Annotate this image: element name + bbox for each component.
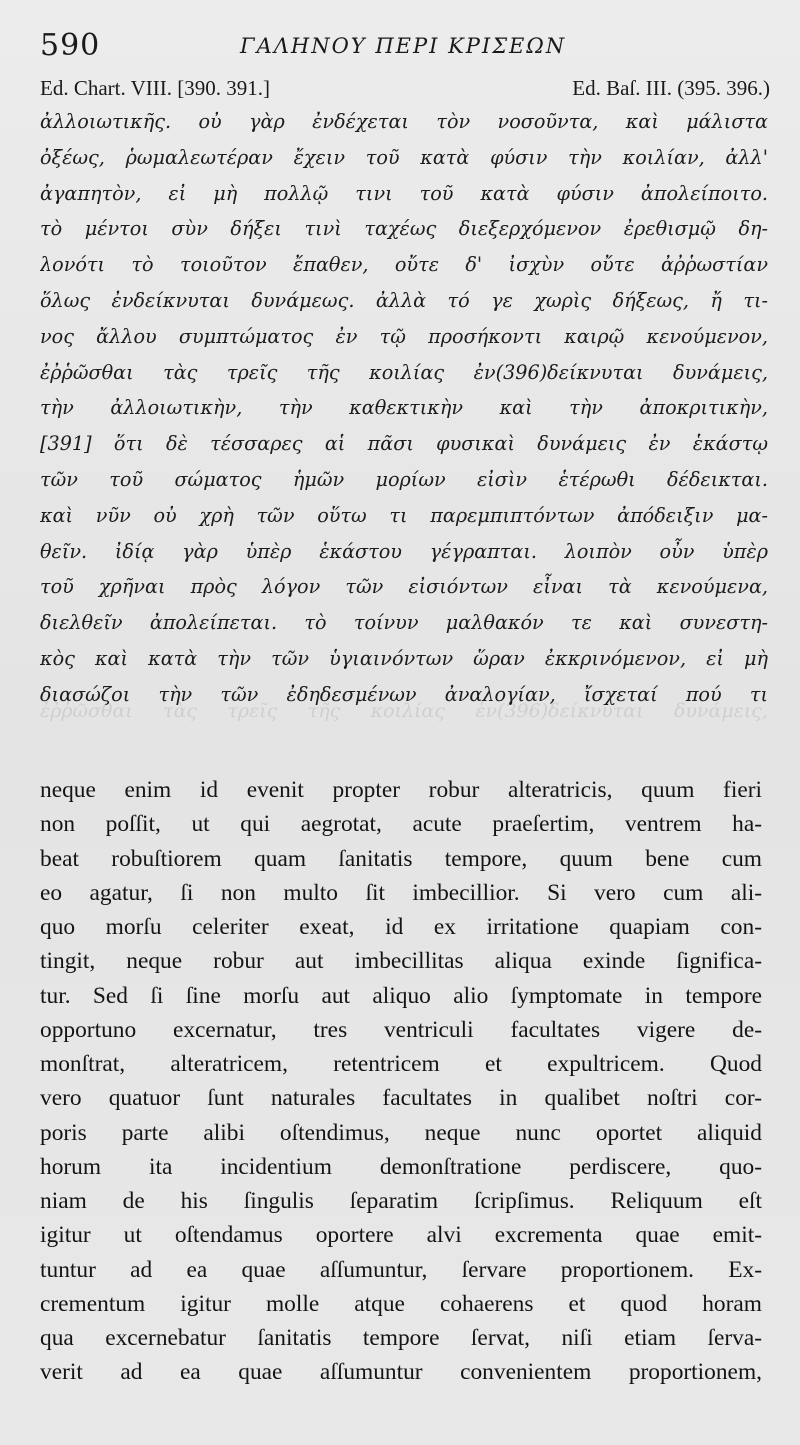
- latin-line: eo agatur, ſi non multo ſit imbecillior. Si vero cum ali-: [40, 879, 762, 906]
- latin-line: niam de his ſingulis ſeparatim ſcripſimus. Reliquum eſt: [40, 1188, 762, 1214]
- greek-line: ἀλλοιωτικῆς. οὐ γὰρ ἐνδέχεται τὸν νοσοῦντα, καὶ μάλιστα: [40, 110, 768, 133]
- greek-line: θεῖν. ἰδίᾳ γὰρ ὑπὲρ ἑκάστου γέγραπται. λοιπὸν οὖν ὑπὲρ: [40, 539, 768, 563]
- greek-line: ὀξέως, ῥωμαλεωτέραν ἔχειν τοῦ κατὰ φύσιν τὴν κοιλίαν, ἀλλ': [40, 145, 768, 169]
- latin-line: neque enim id evenit propter robur alteratricis, quum fieri: [40, 777, 762, 803]
- edition-basel-reference: Ed. Baſ. III. (395. 396.): [572, 76, 770, 100]
- greek-line: τῶν τοῦ σώματος ἡμῶν μορίων εἰσὶν ἑτέρωθι δέδεικται.: [40, 467, 768, 491]
- latin-line: horum ita incidentium demonſtratione perdiscere, quo-: [40, 1153, 762, 1180]
- greek-text-column: [40, 104, 768, 713]
- page-number: 590: [40, 28, 101, 63]
- latin-line: vero quatuor ſunt naturales facultates in qualibet noſtri cor-: [40, 1085, 762, 1112]
- latin-line: opportuno excernatur, tres ventriculi facultates vigere de-: [40, 1016, 762, 1043]
- greek-line: [391] ὅτι δὲ τέσσαρες αἱ πᾶσι φυσικαὶ δυνάμεις ἐν ἑκάστῳ: [40, 432, 768, 456]
- greek-line: τοῦ χρῆναι πρὸς λόγον τῶν εἰσιόντων εἶναι τὰ κενούμενα,: [40, 575, 768, 599]
- latin-line: tur. Sed ſi ſine morſu aut aliquo alio ſymptomate in tempore: [40, 982, 762, 1009]
- latin-line: poris parte alibi oſtendimus, neque nunc oportet aliquid: [40, 1119, 762, 1146]
- latin-line: tingit, neque robur aut imbecillitas aliqua exinde ſignifica-: [40, 948, 762, 975]
- latin-line: igitur ut oſtendamus oportere alvi excrementa quae emit-: [40, 1222, 762, 1249]
- edition-chartier-reference: Ed. Chart. VIII. [390. 391.]: [40, 76, 270, 100]
- greek-line: διελθεῖν ἀπολείπεται. τὸ τοίνυν μαλθακόν τε καὶ συνεστη-: [40, 611, 768, 635]
- greek-line: ὅλως ἐνδείκνυται δυνάμεως. ἀλλὰ τό γε χωρὶς δήξεως, ἤ τι-: [40, 288, 768, 312]
- greek-line: διασώζοι τὴν τῶν ἐδηδεσμένων ἀναλογίαν, ἴσχεταί πού τι: [40, 682, 768, 706]
- latin-line: quo morſu celeriter exeat, id ex irritatione quapiam con-: [40, 914, 762, 940]
- greek-line: τὴν ἀλλοιωτικὴν, τὴν καθεκτικὴν καὶ τὴν ἀποκριτικὴν,: [40, 396, 768, 420]
- greek-line: τὸ μέντοι σὺν δήξει τινὶ ταχέως διεξερχόμενον ἐρεθισμῷ δη-: [40, 217, 768, 241]
- latin-line: monſtrat, alteratricem, retentricem et expultricem. Quod: [40, 1051, 762, 1077]
- latin-line: beat robuſtiorem quam ſanitatis tempore, quum bene cum: [40, 845, 762, 872]
- greek-line: κὸς καὶ κατὰ τὴν τῶν ὑγιαινόντων ὥραν ἐκκρινόμενον, εἰ μὴ: [40, 646, 768, 670]
- greek-line: νος ἄλλου συμπτώματος ἐν τῷ προσήκοντι καιρῷ κενούμενον,: [40, 324, 768, 348]
- latin-line: verit ad ea quae aſſumuntur convenientem proportionem,: [40, 1359, 762, 1386]
- show-through-bleed: ἐῤῥῶσθαι τὰς τρεῖς τῆς κοιλίας ἐν(396)δείκνυται δυνάμεις,: [40, 700, 768, 722]
- running-title: ΓΑΛΗΝΟΥ ΠΕΡΙ ΚΡΙΣΕΩΝ: [240, 34, 567, 58]
- latin-line: tuntur ad ea quae aſſumuntur, ſervare proportionem. Ex-: [40, 1256, 762, 1283]
- greek-line: ἐῤῥῶσθαι τὰς τρεῖς τῆς κοιλίας ἐν(396)δείκνυται δυνάμεις,: [40, 360, 768, 384]
- latin-line: qua excernebatur ſanitatis tempore ſervat, niſi etiam ſerva-: [40, 1325, 762, 1351]
- edition-references: [40, 76, 770, 102]
- latin-text-column: [40, 773, 762, 1390]
- greek-line: καὶ νῦν οὐ χρὴ τῶν οὕτω τι παρεμπιπτόντων ἀπόδειξιν μα-: [40, 503, 768, 527]
- greek-line: ἀγαπητὸν, εἰ μὴ πολλῷ τινι τοῦ κατὰ φύσιν ἀπολείποιτο.: [40, 181, 768, 205]
- latin-line: non poſſit, ut qui aegrotat, acute praeſertim, ventrem ha-: [40, 811, 762, 838]
- greek-line: λονότι τὸ τοιοῦτον ἔπαθεν, οὔτε δ' ἰσχὺν οὔτε ἀῤῥωστίαν: [40, 253, 768, 277]
- latin-line: crementum igitur molle atque cohaerens et quod horam: [40, 1290, 762, 1317]
- page-header: [40, 28, 770, 68]
